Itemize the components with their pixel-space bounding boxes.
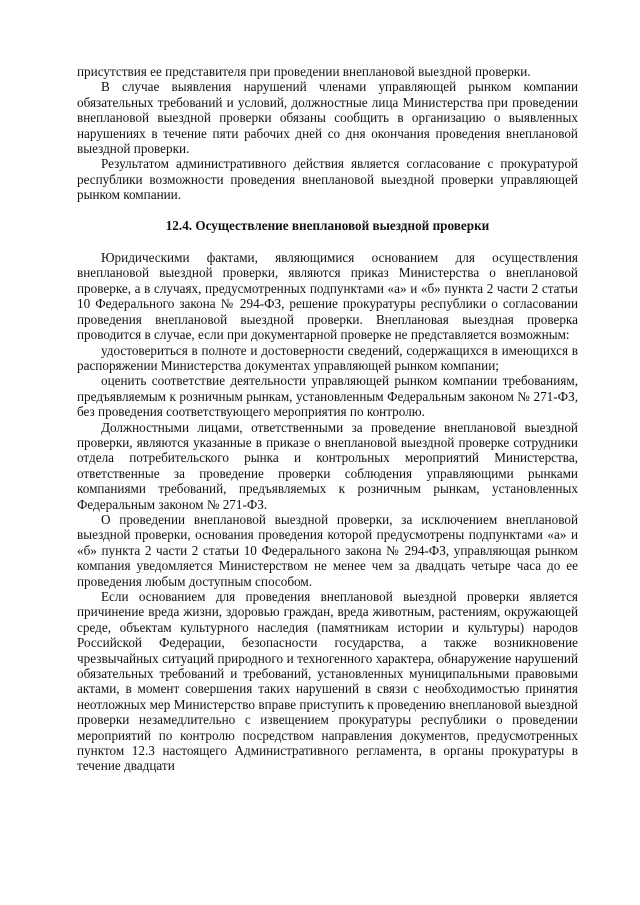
paragraph: оценить соответствие деятельности управляющей рынком компании требованиям, предъявляемым к розничным рынкам, установленным Федеральным законом № 271-ФЗ, без проведения соответствующего мероприятия по контролю.: [77, 373, 578, 420]
paragraph: В случае выявления нарушений членами управляющей рынком компании обязательных требований и условий, должностные лица Министерства при проведении внеплановой выездной проверки обязаны сообщить в организацию о выявленных нарушениях в течение пяти рабочих дней со дня окончания проведения внеплановой выездной проверки.: [77, 79, 578, 157]
paragraph: О проведении внеплановой выездной проверки, за исключением внеплановой выездной проверки, основания проведения которой предусмотрены подпунктами «а» и «б» пункта 2 части 2 статьи 10 Федерального закона № 294-ФЗ, управляющая рынком компания уведомляется Министерством не менее чем за двадцать четыре часа до ее проведения любым доступным способом.: [77, 511, 578, 589]
paragraph: Результатом административного действия является согласование с прокуратурой республики возможности проведения внеплановой выездной проверки управляющей рынком компании.: [77, 156, 578, 203]
section-heading: 12.4. Осуществление внеплановой выездной проверки: [165, 217, 490, 233]
paragraph: Должностными лицами, ответственными за проведение внеплановой выездной проверки, являются указанные в приказе о внеплановой выездной проверке сотрудники отдела потребительского рынка и контрольных мероприятий Министерства, ответственные за проведение проверки соблюдения управляющими рынками компаниями требований, предъявляемых к розничным рынкам, установленных Федеральным законом № 271-ФЗ.: [77, 419, 578, 512]
paragraphs-after-heading: [77, 250, 578, 774]
paragraph: удостовериться в полноте и достоверности сведений, содержащихся в имеющихся в распоряжении Министерства документах управляющей рынком компании;: [77, 342, 578, 373]
paragraphs-before-heading: [77, 64, 578, 203]
paragraph: Если основанием для проведения внеплановой выездной проверки является причинение вреда жизни, здоровью граждан, вреда животным, растениям, окружающей среде, объектам культурного наследия (памятникам истории и культуры) народов Российской Федерации, безопасности государства, а также возникновение чрезвычайных ситуаций природного и техногенного характера, обнаружение нарушений обязательных требований и требований, установленных муниципальными правовыми актами, в момент совершения таких нарушений в связи с необходимостью принятия неотложных мер Министерство вправе приступить к проведению внеплановой выездной проверки незамедлительно с извещением прокуратуры республики о проведении мероприятий по контролю посредством направления документов, предусмотренных пунктом 12.3 настоящего Административного регламента, в органы прокуратуры в течение двадцати: [77, 589, 578, 774]
paragraph: присутствия ее представителя при проведении внеплановой выездной проверки.: [77, 64, 531, 79]
paragraph: Юридическими фактами, являющимися основанием для осуществления внеплановой выездной проверки, являются приказ Министерства о внеплановой проверке, а в случаях, предусмотренных подпунктами «а» и «б» пункта 2 части 2 статьи 10 Федерального закона № 294-ФЗ, решение прокуратуры республики о согласовании проведения внеплановой выездной проверки. Внеплановая выездная проверка проводится в случае, если при документарной проверке не представляется возможным:: [77, 250, 578, 343]
document-page: [77, 64, 578, 774]
